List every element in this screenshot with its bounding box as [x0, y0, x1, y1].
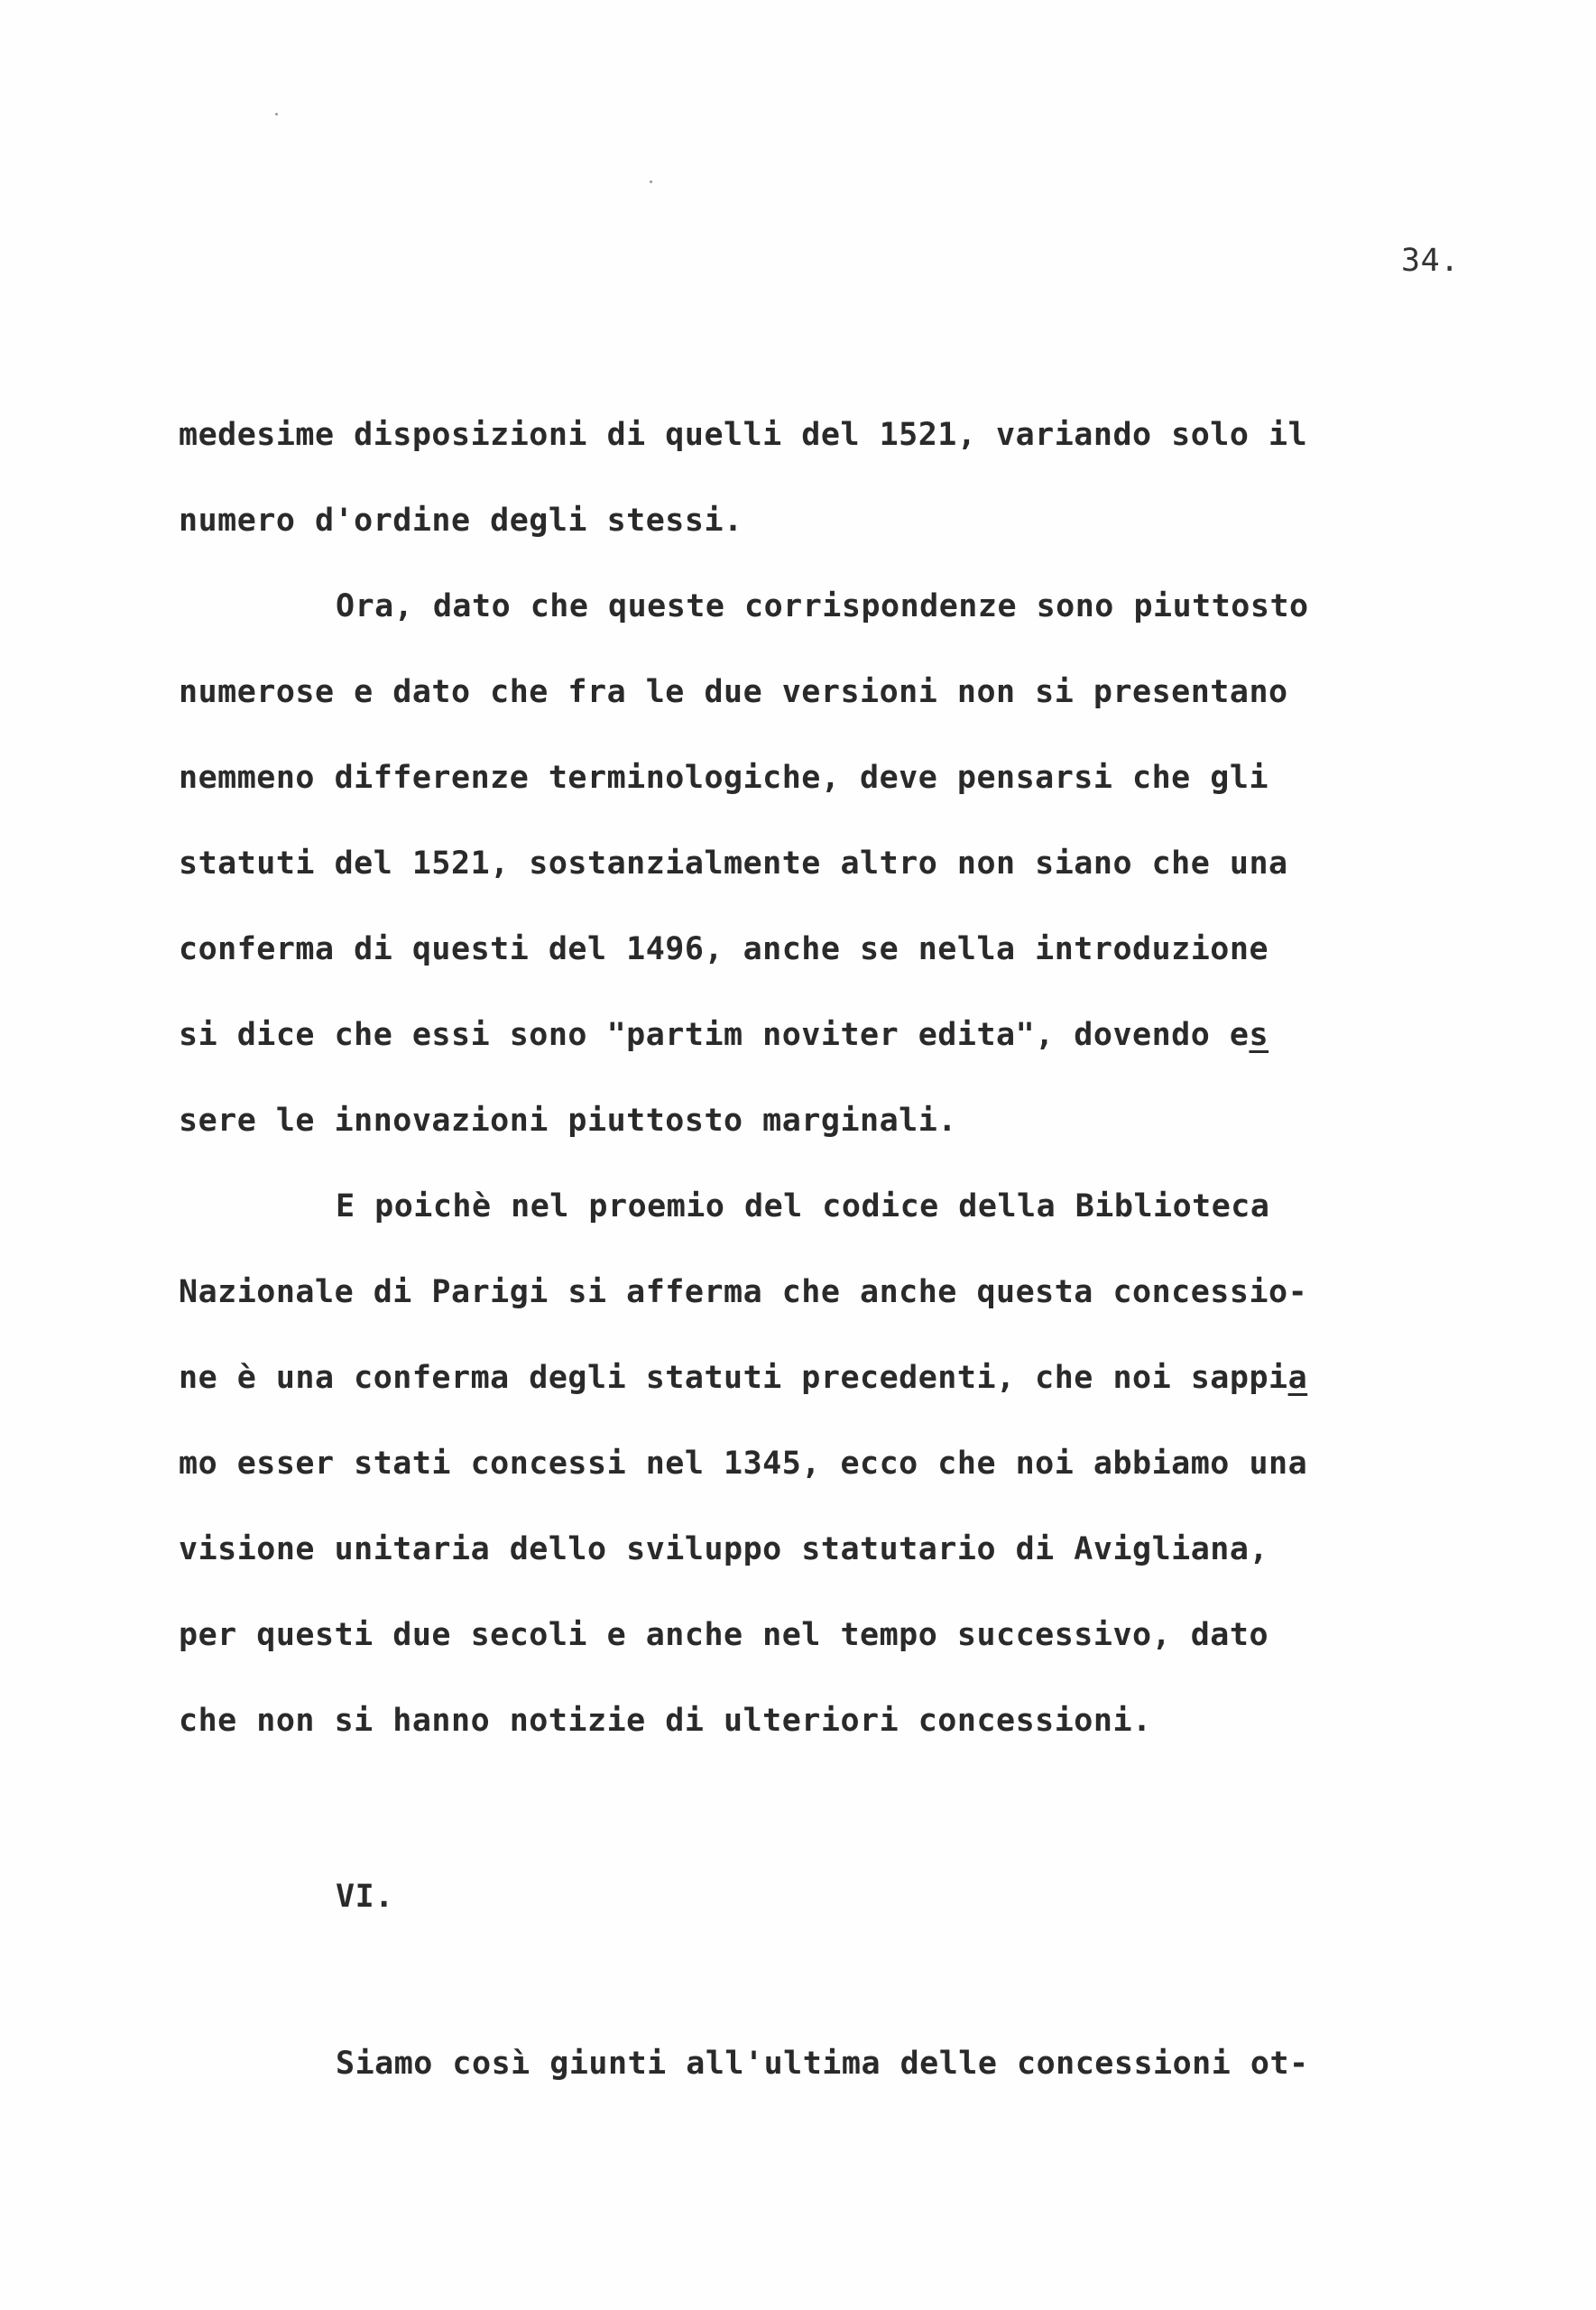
text-line-5: nemmeno differenze terminologiche, deve pensarsi che gli [179, 760, 1269, 796]
text-line-7: conferma di questi del 1496, anche se nella introduzione [179, 931, 1269, 967]
text-line-4: numerose e dato che fra le due versioni non si presentano [179, 674, 1288, 710]
section-heading: VI. [336, 1879, 394, 1915]
text-line-15: per questi due secoli e anche nel tempo successivo, dato [179, 1617, 1269, 1653]
text-line-8 [179, 1017, 1269, 1053]
text-line-3: Ora, dato che queste corrispondenze sono piuttosto [336, 588, 1309, 624]
text-line-12-main: ne è una conferma degli statuti precedenti, che noi sappi [179, 1360, 1288, 1396]
underlined-hyphen-letter: s [1249, 1017, 1269, 1053]
text-line-14: visione unitaria dello sviluppo statutario di Avigliana, [179, 1531, 1269, 1567]
text-line-13: mo esser stati concessi nel 1345, ecco che noi abbiamo una [179, 1446, 1308, 1482]
text-line-10: E poichè nel proemio del codice della Biblioteca [336, 1188, 1270, 1224]
text-line-16: che non si hanno notizie di ulteriori concessioni. [179, 1703, 1152, 1739]
text-line-12 [179, 1360, 1308, 1396]
text-line-6: statuti del 1521, sostanzialmente altro non siano che una [179, 845, 1288, 882]
text-line-8-main: si dice che essi sono "partim noviter edita", dovendo e [179, 1017, 1250, 1053]
page-number: 34. [1401, 243, 1460, 279]
text-line-9: sere le innovazioni piuttosto marginali. [179, 1103, 957, 1139]
text-line-1: medesime disposizioni di quelli del 1521, variando solo il [179, 417, 1308, 453]
text-line-2: numero d'ordine degli stessi. [179, 503, 743, 539]
underlined-hyphen-letter: a [1287, 1360, 1308, 1396]
text-line-11: Nazionale di Parigi si afferma che anche questa concessio- [179, 1274, 1308, 1310]
text-line-18: Siamo così giunti all'ultima delle concessioni ot- [336, 2046, 1309, 2082]
paper-speck [275, 113, 278, 116]
paper-speck [650, 180, 652, 183]
